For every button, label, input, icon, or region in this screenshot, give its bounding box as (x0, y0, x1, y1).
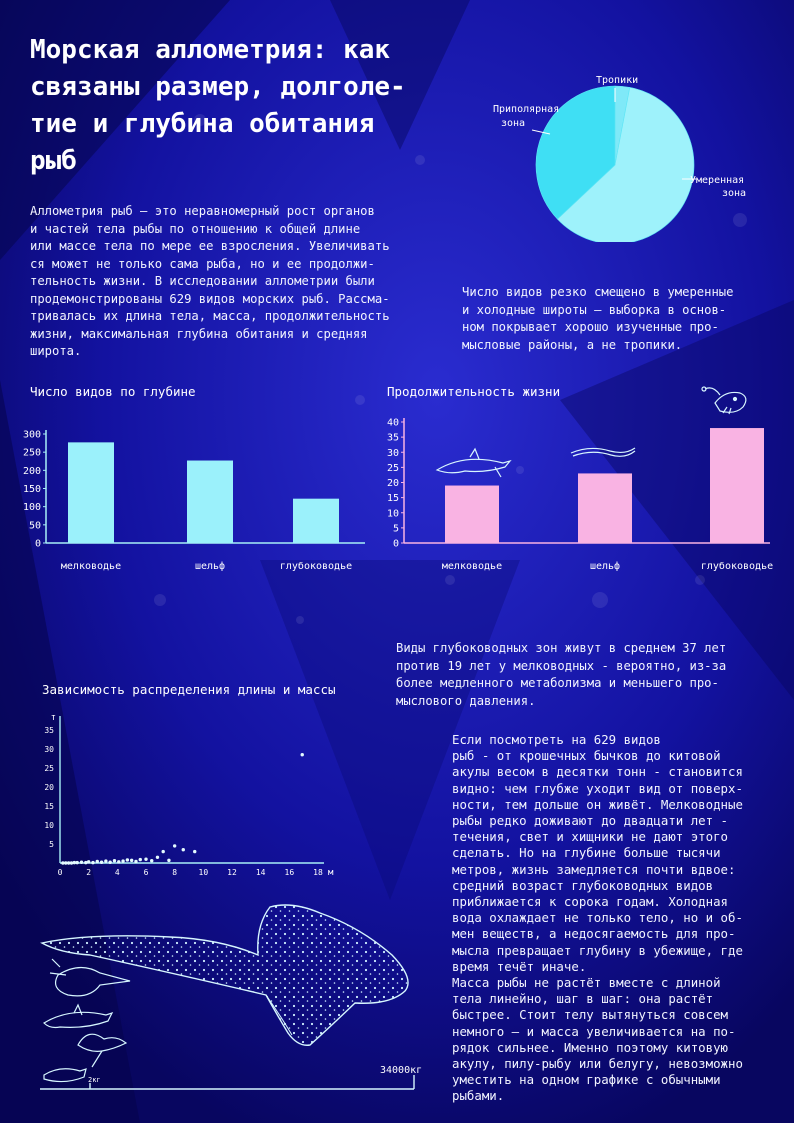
y-tick-label: 20 (386, 478, 399, 489)
y-tick-label: 35 (44, 726, 54, 735)
scatter-point (193, 850, 196, 853)
anglerfish-icon (702, 387, 746, 414)
scatter-point (167, 859, 170, 862)
fish-size-illustration (30, 895, 450, 1105)
y-tick-label: 25 (386, 462, 399, 474)
small-fish-icon (44, 1069, 86, 1082)
scatter-point (91, 861, 94, 864)
y-tick-label: 100 (22, 502, 41, 514)
scatter-point (173, 844, 176, 847)
x-tick-label: 8 (172, 868, 178, 877)
x-axis-label: м (328, 868, 334, 878)
scatter-point (108, 861, 111, 864)
scatter-point (113, 859, 116, 862)
bar (710, 428, 764, 543)
scatter-point (156, 856, 159, 859)
dolphin-icon (44, 1005, 112, 1028)
x-tick-label: глубоководье (279, 561, 353, 572)
pie-note: Число видов резко смещено в умеренные и холодные широты — выборка в основ- ном покрывает хорошо изученные про- мысловые районы, а не тропики. (462, 285, 734, 352)
scatter-point (121, 859, 124, 862)
x-tick-label: 12 (227, 868, 237, 877)
x-tick-label: 16 (284, 868, 295, 877)
lifespan-chart (375, 385, 780, 585)
y-tick-label: 200 (22, 465, 41, 477)
bar (445, 486, 499, 543)
scatter-point (76, 861, 79, 864)
bar (187, 461, 233, 543)
pie-label-temperate-1: Умеренная (690, 175, 745, 186)
latitude-pie-chart (470, 62, 780, 242)
intro-paragraph: Аллометрия рыб — это неравномерный рост органов и частей тела рыбы по отношению к общей длине или массе тела по мере ее взросления. Увеличивать ся может не только сама рыба, но и ее продолжи- тельность жизни. В исследовании аллометрии были продемонстрированы 629 видов морских рыб. Рассма- тривалась их длина тела, масса, продолжительность жизни, максимальная глубина обитания и средняя широта. (30, 204, 390, 358)
bar (578, 473, 632, 543)
scatter-point (130, 859, 133, 862)
x-tick-label: 0 (57, 868, 63, 877)
y-tick-label: 30 (44, 745, 54, 754)
y-tick-label: 10 (44, 821, 54, 830)
scatter-point (126, 858, 129, 861)
scale-label-left: 2кг (88, 1076, 101, 1084)
x-tick-label: шельф (194, 561, 226, 572)
lifespan-chart-title: Продолжительность жизни (387, 384, 561, 399)
page-title: Морская аллометрия: как связаны размер, долголе- тие и глубина обитания рыб (30, 35, 406, 176)
scatter-point (139, 858, 142, 861)
scatter-point (87, 860, 90, 863)
x-tick-label: 6 (143, 868, 149, 877)
scale-label-right: 34000кг (380, 1065, 423, 1076)
sawfish-icon (50, 959, 130, 996)
dolphin-icon (437, 449, 510, 477)
pie-label-polar-2: зона (501, 118, 526, 129)
scatter-point (150, 859, 153, 862)
eel-icon (571, 448, 635, 456)
x-tick-label: глубоководье (700, 561, 774, 572)
y-tick-label: 50 (28, 520, 41, 532)
scatter-point (84, 861, 87, 864)
y-tick-label: 40 (386, 417, 399, 429)
x-tick-label: мелководье (60, 561, 122, 572)
scatter-point (104, 859, 107, 862)
y-tick-label: 5 (49, 840, 54, 849)
x-tick-label: 14 (255, 868, 266, 877)
length-mass-scatter (28, 706, 348, 886)
species-chart-title: Число видов по глубине (30, 384, 196, 399)
pie-label-temperate-2: зона (722, 188, 747, 199)
x-tick-label: 18 (313, 868, 323, 877)
y-axis-label: т (50, 713, 56, 723)
y-tick-label: 5 (392, 523, 399, 535)
x-tick-label: 2 (86, 868, 92, 877)
y-tick-label: 20 (44, 783, 54, 792)
scatter-point (80, 861, 83, 864)
scatter-point (70, 861, 73, 864)
scatter-point (134, 860, 137, 863)
y-tick-label: 300 (22, 429, 41, 441)
y-tick-label: 30 (386, 447, 399, 459)
x-tick-label: 10 (198, 868, 209, 877)
bar (293, 499, 339, 543)
bar (68, 442, 114, 543)
lifespan-note: Виды глубоководных зон живут в среднем 37 лет против 19 лет у мелководных - вероятно, из-за более медленного метаболизма и меньшего про- мыслового давления. (396, 641, 727, 708)
y-tick-label: 35 (386, 432, 399, 444)
scatter-point (117, 860, 120, 863)
x-tick-label: мелководье (441, 561, 503, 572)
scatter-chart-title: Зависимость распределения длины и массы (42, 682, 336, 697)
y-tick-label: 25 (44, 764, 54, 773)
main-text: Если посмотреть на 629 видов рыб - от крошечных бычков до китовой акулы весом в десятки тонн - становится видно: чем глубже уходит вид от поверх- ности, тем дольше он живёт. Мелководные рыбы редко доживают до двадцати лет - течения, свет и хищники не дают этого сделать. Но на глубине больше тысячи метров, жизнь замедляется почти вдвое: средний возраст глубоководных видов приближается к сорока годам. Холодная вода охлаждает не только тело, но и об- мен веществ, а недосягаемость для про- мысла превращает глубину в убежище, где время течёт иначе. Масса рыбы не растёт вместе с длиной тела линейно, шаг в шаг: она растёт быстрее. Стоит телу вытянуться совсем немного — и масса увеличивается на по- рядок сильнее. Именно поэтому китовую акулу, пилу-рыбу или белугу, невозможно уместить на одном графике с обычными рыбами. (452, 732, 743, 1104)
y-tick-label: 10 (386, 508, 399, 520)
y-tick-label: 250 (22, 447, 41, 459)
scatter-point (96, 860, 99, 863)
scatter-point (301, 753, 304, 756)
y-tick-label: 150 (22, 484, 41, 495)
pie-label-tropics: Тропики (596, 75, 639, 86)
pie-label-polar-1: Приполярная (493, 104, 560, 115)
x-tick-label: шельф (589, 561, 621, 572)
manta-ray-icon (78, 1034, 126, 1067)
y-tick-label: 0 (34, 538, 41, 550)
y-tick-label: 15 (386, 493, 399, 505)
y-tick-label: 15 (44, 802, 54, 811)
y-tick-label: 0 (392, 538, 399, 550)
scatter-point (144, 858, 147, 861)
species-count-chart (20, 420, 370, 585)
x-tick-label: 4 (114, 868, 120, 877)
scatter-point (162, 850, 165, 853)
scatter-point (100, 861, 103, 864)
scatter-point (182, 848, 185, 851)
